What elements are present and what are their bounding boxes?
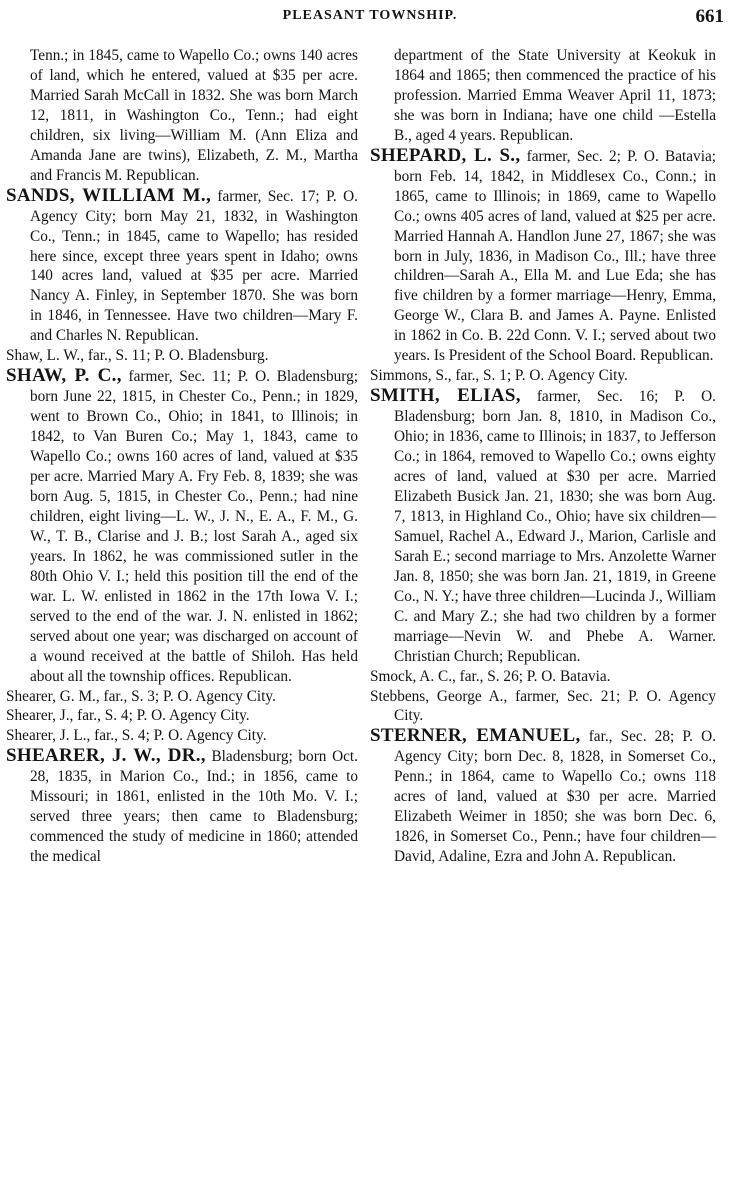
entry-shearer-jw	[6, 746, 358, 867]
entry-simmons-s	[370, 366, 716, 386]
entry-smith-elias	[370, 386, 716, 666]
left-column	[6, 46, 358, 867]
entry-name: SMITH, ELIAS,	[370, 385, 521, 407]
entry-text: Shearer, J., far., S. 4; P. O. Agency City.	[6, 707, 250, 725]
entry-sterner-emanuel	[370, 726, 716, 867]
entry-text: Shearer, J. L., far., S. 4; P. O. Agency City.	[6, 727, 267, 745]
entry-shaw-pc	[6, 366, 358, 686]
entry-name: SANDS, WILLIAM M.,	[6, 184, 211, 206]
entry-shaw-lw	[6, 346, 358, 366]
entry-text: Bladensburg; born Oct. 28, 1835, in Marion Co., Ind.; in 1856, came to Missouri; in 1861, enlisted in the 10th Mo. V. I.; served three years; then came to Bladensburg; commenced the study of medicine in 1860; attended the medical	[30, 748, 358, 866]
running-head: PLEASANT TOWNSHIP.	[282, 8, 458, 23]
entry-cont-top	[6, 46, 358, 186]
entry-name: STERNER, EMANUEL,	[370, 725, 581, 747]
entry-cont-right	[370, 46, 716, 146]
entry-smock-ac	[370, 667, 716, 687]
entry-text: department of the State University at Keokuk in 1864 and 1865; then commenced the practice of his profession. Married Emma Weaver April 11, 1873; she was born in Indiana; have one child —Estella B., aged 4 years. Republican.	[394, 47, 716, 144]
entry-text: Tenn.; in 1845, came to Wapello Co.; owns 140 acres of land, which he entered, valued at $35 per acre. Married Sarah McCall in 1832. She was born March 12, 1811, in Washington Co., Tenn.; had eight children, six living—William M. (Ann Eliza and Amanda Jane are twins), Elizabeth, Z. M., Martha and Francis M. Republican.	[30, 47, 358, 184]
entry-text: farmer, Sec. 16; P. O. Bladensburg; born Jan. 8, 1810, in Madison Co., Ohio; in 1836, came to Illinois; in 1837, to Jefferson Co.; in 1864, removed to Wapello Co.; owns eighty acres of land, valued at $30 per acre. Married Elizabeth Busick Jan. 21, 1830; she was born Aug. 7, 1813, in Highland Co., Ohio; have six children—Samuel, Rachel A., Edward J., Marion, Carlisle and Sarah E.; second marriage to Mrs. Anzolette Warner Jan. 8, 1850; she was born Jan. 21, 1819, in Greene Co., N. Y.; have three children—Lucinda J., William C. and Mary Z.; she had two children by a former marriage—Nevin W. and Phebe A. Warner. Christian Church; Republican.	[394, 388, 716, 665]
entry-name: SHEPARD, L. S.,	[370, 144, 521, 166]
entry-text: far., Sec. 28; P. O. Agency City; born Dec. 8, 1828, in Somerset Co., Penn.; in 1864, came to Wapello Co.; owns 118 acres of land, valued at $30 per acre. Married Elizabeth Weimer in 1850; she was born Dec. 6, 1826, in Somerset Co., Penn.; have four children—David, Adaline, Ezra and John A. Republican.	[394, 728, 717, 866]
entry-text: farmer, Sec. 11; P. O. Bladensburg; born June 22, 1815, in Chester Co., Penn.; in 1829, went to Brown Co., Ohio; in 1841, to Illinois; in 1842, to Van Buren Co.; May 1, 1843, came to Wapello Co.; owns 160 acres of land, valued at $35 per acre. Married Mary A. Fry Feb. 8, 1839; she was born Aug. 5, 1815, in Chester Co., Penn.; had nine children, eight living—L. W., J. N., E. A., F. M., G. W., T. B., Clarise and J. B.; lost Sarah A., aged six years. In 1862, he was commissioned sutler in the 80th Ohio V. I.; held this position till the end of the war. L. W. enlisted in 1862 in the 17th Iowa V. I.; served to the end of the war. J. N. enlisted in 1862; served about one year; was discharged on account of a wound received at the battle of Shiloh. Has held about all the township offices. Republican.	[30, 368, 358, 685]
entry-sands-william	[6, 186, 358, 347]
entry-name: SHEARER, J. W., DR.,	[6, 745, 206, 767]
entry-text: farmer, Sec. 17; P. O. Agency City; born May 21, 1832, in Washington Co., Tenn.; in 1845, came to Wapello; has resided here since, except three years spent in Idaho; owns 140 acres land, valued at $35 per acre. Married Nancy A. Finley, in September 1870. She was born in 1846, in Tennessee. Have two children—Mary F. and Charles N. Republican.	[30, 187, 359, 345]
entry-shearer-j	[6, 706, 358, 726]
entry-stebbens-ga	[370, 687, 716, 727]
entry-text: Shearer, G. M., far., S. 3; P. O. Agency City.	[6, 687, 276, 705]
entry-text: Simmons, S., far., S. 1; P. O. Agency City.	[370, 367, 628, 385]
entry-shearer-jl	[6, 726, 358, 746]
page-number: 661	[695, 6, 724, 27]
right-column	[370, 46, 716, 867]
entry-text: farmer, Sec. 2; P. O. Batavia; born Feb. 14, 1842, in Middlesex Co., Conn.; in 1865, came to Illinois; in 1869, came to Wapello Co.; owns 405 acres of land, valued at $25 per acre. Married Hannah A. Handlon June 27, 1867; she was born in July, 1836, in Madison Co., Ill.; have three children—Sarah A., Ella M. and Lue Eda; she has five children by a former marriage—Henry, Emma, George W., Clara B. and James A. Payne. Enlisted in 1862 in Co. B. 22d Conn. V. I.; served about two years. Is President of the School Board. Republican.	[394, 147, 716, 365]
entry-text: Smock, A. C., far., S. 26; P. O. Batavia.	[370, 667, 611, 685]
entry-shearer-gm	[6, 687, 358, 707]
entry-text: Stebbens, George A., farmer, Sec. 21; P. O. Agency City.	[370, 687, 716, 725]
page-header	[0, 6, 740, 30]
entry-text: Shaw, L. W., far., S. 11; P. O. Bladensburg.	[6, 347, 269, 365]
entry-shepard-ls	[370, 146, 716, 366]
entry-name: SHAW, P. C.,	[6, 365, 122, 387]
